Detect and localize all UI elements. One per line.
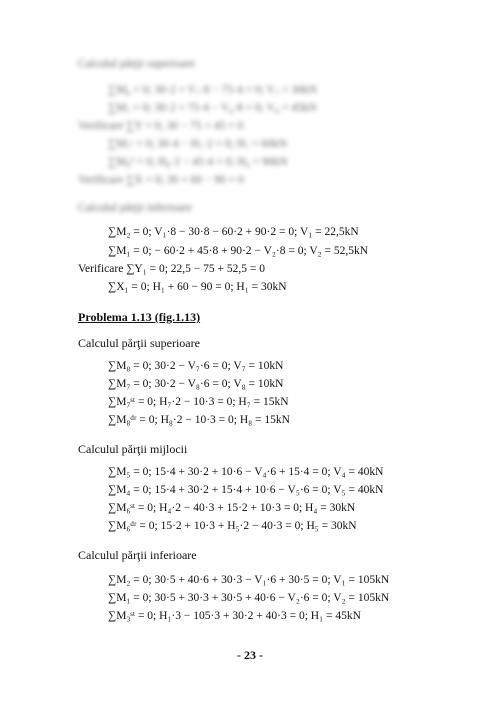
equation-line: ∑M₁ = 0; − 60·2 + 45·8 + 90·2 − V₂·8 = 0; V₂ = 52,5kN [108, 245, 369, 257]
verification-line: Verificare ∑Y₁ = 0; 22,5 − 75 + 52,5 = 0 [78, 263, 265, 275]
blurred-region [60, 50, 440, 230]
blurred-line: Verificare ∑X = 0; 30 + 60 − 90 = 0 [78, 174, 244, 186]
equation-line: ∑M₇ = 0; 30·2 − V₈·6 = 0; V₈ = 10kN [108, 378, 284, 390]
page-number: - 23 - [237, 648, 263, 662]
equation-line: ∑M₆ᵈʳ = 0; 15·2 + 10·3 + H₅·2 − 40·3 = 0; H₅ = 30kN [108, 520, 357, 532]
equation-line: ∑M₂ = 0; 30·5 + 40·6 + 30·3 − V₁·6 + 30·5 = 0; V₁ = 105kN [108, 574, 390, 586]
blurred-line: ∑M₈ᵈ = 0; H₈·2 − 45·4 = 0; H₈ = 90kN [108, 156, 288, 168]
equation-line: ∑M₂ = 0; V₁·8 − 30·8 − 60·2 + 90·2 = 0; V₁ = 22,5kN [108, 226, 359, 238]
equation-line: ∑M₃ˢᵗ = 0; H₁·3 − 105·3 + 30·2 + 40·3 = 0; H₁ = 45kN [108, 610, 361, 622]
blurred-line: ∑M₇ = 0; 30·2 + 75·4 − V₈·8 = 0; V₈ = 45kN [108, 102, 317, 114]
equation-line: ∑X₁ = 0; H₁ + 60 − 90 = 0; H₁ = 30kN [108, 281, 287, 293]
blurred-line: ∑M₇ᶜ = 0; 30·4 − H₇·2 = 0; H₇ = 60kN [108, 138, 287, 150]
equation-line: ∑M₁ = 0; 30·5 + 30·3 + 30·5 + 40·6 − V₂·6 = 0; V₂ = 105kN [108, 592, 390, 604]
problem-title: Problema 1.13 (fig.1.13) [78, 310, 201, 324]
section-title: Calculul părţii mijlocii [78, 442, 188, 456]
blurred-line: Calculul părţii inferioare [78, 202, 192, 214]
blurred-line: Verificare ∑Y = 0; 30 − 75 + 45 = 0 [78, 120, 244, 132]
blurred-line: ∑M₈ = 0; 30·2 + V₇·8 − 75·4 = 0; V₇ = 30kN [108, 84, 317, 96]
section-title: Calculul părţii inferioare [78, 548, 197, 562]
equation-line: ∑M₈ᵈʳ = 0; H₈·2 − 10·3 = 0; H₈ = 15kN [108, 414, 290, 426]
equation-line: ∑M₇ˢᵗ = 0; H₇·2 − 10·3 = 0; H₇ = 15kN [108, 396, 289, 408]
blurred-line: Calculul părţii superioare [78, 58, 195, 70]
equation-line: ∑M₈ = 0; 30·2 − V₇·6 = 0; V₇ = 10kN [108, 360, 284, 372]
equation-line: ∑M₅ = 0; 15·4 + 30·2 + 10·6 − V₄·6 + 15·4 = 0; V₄ = 40kN [108, 466, 384, 478]
equation-line: ∑M₄ = 0; 15·4 + 30·2 + 15·4 + 10·6 − V₅·6 = 0; V₅ = 40kN [108, 484, 384, 496]
equation-line: ∑M₆ˢᵗ = 0; H₄·2 − 40·3 + 15·2 + 10·3 = 0; H₄ = 30kN [108, 502, 356, 514]
section-title: Calculul părţii superioare [78, 336, 200, 350]
